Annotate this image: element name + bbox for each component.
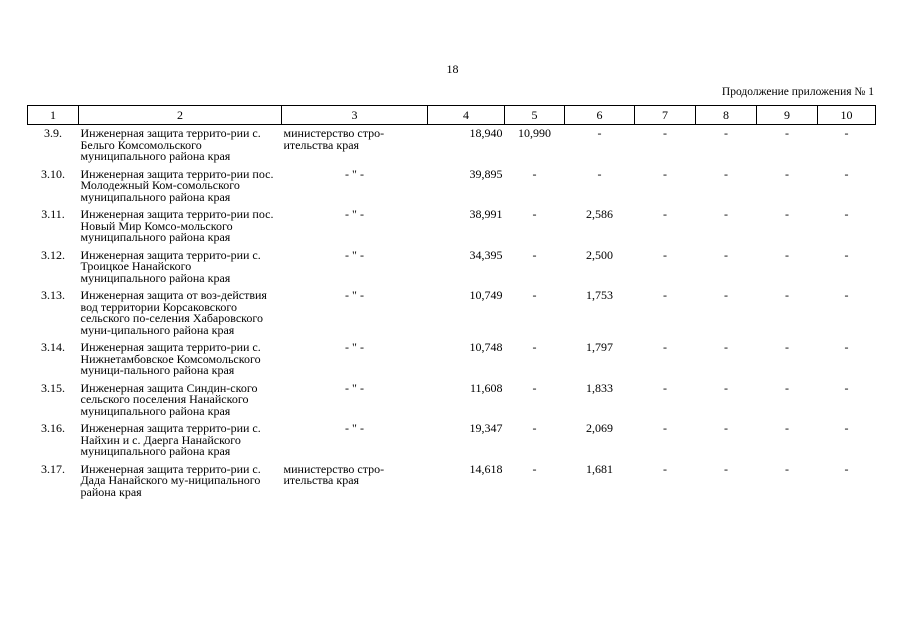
row-name: Инженерная защита от воз-действия вод территории Корсаковского сельского по-селения Хабаровского муни-ципального района края xyxy=(80,288,267,337)
row-number: 3.11. xyxy=(41,207,65,221)
column-header: 8 xyxy=(696,106,757,125)
row-value-9: - xyxy=(785,166,789,181)
header-row xyxy=(28,106,876,125)
row-value-9: - xyxy=(785,207,789,221)
row-value-4: 38,991 xyxy=(469,207,503,221)
row-value-5: - xyxy=(532,207,537,221)
row-name: Инженерная защита террито-рии с. Нижнетамбовское Комсомольского муници-пального района края xyxy=(80,340,261,377)
column-header: 2 xyxy=(79,106,282,125)
row-value-9: - xyxy=(785,247,789,262)
appendix-table xyxy=(27,105,876,501)
row-value-5: - xyxy=(532,380,537,395)
table-row xyxy=(28,125,876,166)
row-value-7: - xyxy=(663,461,667,476)
row-value-9: - xyxy=(785,126,789,140)
row-ministry: - " - xyxy=(345,421,364,435)
row-value-10: - xyxy=(844,380,849,395)
row-value-4: 14,618 xyxy=(469,461,503,476)
column-header: 6 xyxy=(565,106,635,125)
row-number: 3.12. xyxy=(41,247,65,262)
row-value-6: 2,586 xyxy=(586,207,613,221)
table-row xyxy=(28,339,876,380)
row-value-9: - xyxy=(785,461,789,476)
row-value-10: - xyxy=(844,207,849,221)
row-value-5: - xyxy=(532,461,537,476)
table-row xyxy=(28,166,876,207)
row-value-7: - xyxy=(663,380,667,395)
row-value-4: 19,347 xyxy=(469,421,503,435)
row-value-8: - xyxy=(724,247,728,262)
row-value-7: - xyxy=(663,421,667,435)
row-value-4: 34,395 xyxy=(469,247,503,262)
row-value-4: 18,940 xyxy=(469,126,503,140)
row-value-10: - xyxy=(844,288,849,302)
row-number: 3.17. xyxy=(41,461,65,476)
row-ministry: - " - xyxy=(345,288,364,302)
row-value-10: - xyxy=(844,461,849,476)
appendix-note: Продолжение приложения № 1 xyxy=(721,86,874,98)
row-number: 3.10. xyxy=(41,166,65,181)
row-name: Инженерная защита террито-рии с. Троицкое Нанайского муниципального района края xyxy=(80,247,261,285)
row-name: Инженерная защита террито-рии пос. Молодежный Ком-сомольского муниципального района края xyxy=(80,166,274,204)
row-value-8: - xyxy=(724,288,728,302)
row-value-5: - xyxy=(532,247,537,262)
table-row xyxy=(28,287,876,339)
row-number: 3.14. xyxy=(41,340,65,354)
row-value-6: - xyxy=(597,126,602,140)
row-value-9: - xyxy=(785,340,789,354)
table-row xyxy=(28,206,876,247)
row-value-6: - xyxy=(597,166,602,181)
column-header: 1 xyxy=(28,106,79,125)
row-value-7: - xyxy=(663,247,667,262)
row-value-5: 10,990 xyxy=(518,126,551,140)
row-value-4: 39,895 xyxy=(469,166,503,181)
row-value-8: - xyxy=(724,421,728,435)
row-value-6: 2,500 xyxy=(586,247,613,262)
row-value-8: - xyxy=(724,207,728,221)
row-value-7: - xyxy=(663,126,667,140)
row-number: 3.15. xyxy=(41,380,65,395)
column-header: 9 xyxy=(757,106,818,125)
page-number: 18 xyxy=(446,62,459,76)
column-header: 3 xyxy=(282,106,428,125)
row-value-7: - xyxy=(663,207,667,221)
row-value-8: - xyxy=(724,380,728,395)
row-value-10: - xyxy=(844,340,849,354)
column-header: 10 xyxy=(818,106,876,125)
row-name: Инженерная защита Синдин-ского сельского поселения Нанайского муниципального района края xyxy=(80,380,258,418)
row-ministry: - " - xyxy=(345,166,364,181)
row-value-7: - xyxy=(663,340,667,354)
row-value-6: 1,753 xyxy=(586,288,613,302)
row-value-4: 11,608 xyxy=(469,380,503,395)
row-value-10: - xyxy=(844,421,849,435)
row-value-6: 1,681 xyxy=(586,461,613,476)
table-row xyxy=(28,461,876,502)
row-value-4: 10,749 xyxy=(469,288,503,302)
row-value-8: - xyxy=(724,461,728,476)
row-value-8: - xyxy=(724,166,728,181)
row-value-5: - xyxy=(532,340,537,354)
row-value-5: - xyxy=(532,421,537,435)
row-value-7: - xyxy=(663,288,667,302)
column-header: 7 xyxy=(635,106,696,125)
row-ministry: - " - xyxy=(345,247,364,262)
row-ministry: - " - xyxy=(345,380,364,395)
table-row xyxy=(28,420,876,461)
table-row xyxy=(28,247,876,288)
row-value-5: - xyxy=(532,166,537,181)
row-number: 3.9. xyxy=(44,126,62,140)
row-value-6: 1,833 xyxy=(586,380,613,395)
row-name: Инженерная защита террито-рии с. Найхин и с. Даерга Нанайского муниципального района края xyxy=(80,421,261,458)
row-value-4: 10,748 xyxy=(469,340,503,354)
column-header: 5 xyxy=(505,106,565,125)
row-value-6: 1,797 xyxy=(586,340,613,354)
row-value-5: - xyxy=(532,288,537,302)
row-name: Инженерная защита террито-рии с. Дада Нанайского му-ниципального района края xyxy=(80,461,261,499)
row-value-9: - xyxy=(785,421,789,435)
row-ministry: министерство стро-ительства края xyxy=(283,126,385,152)
row-number: 3.13. xyxy=(41,288,65,302)
row-value-10: - xyxy=(844,126,849,140)
row-value-7: - xyxy=(663,166,667,181)
row-ministry: - " - xyxy=(345,207,364,221)
row-value-9: - xyxy=(785,288,789,302)
column-header: 4 xyxy=(428,106,505,125)
row-value-9: - xyxy=(785,380,789,395)
row-name: Инженерная защита террито-рии пос. Новый Мир Комсо-мольского муниципального района края xyxy=(80,207,274,244)
row-value-10: - xyxy=(844,247,849,262)
row-value-8: - xyxy=(724,340,728,354)
row-number: 3.16. xyxy=(41,421,65,435)
row-ministry: - " - xyxy=(345,340,364,354)
row-name: Инженерная защита террито-рии с. Бельго Комсомольского муниципального района края xyxy=(80,126,261,163)
table-row xyxy=(28,380,876,421)
row-value-10: - xyxy=(844,166,849,181)
row-value-6: 2,069 xyxy=(586,421,613,435)
row-ministry: министерство стро-ительства края xyxy=(283,461,385,487)
row-value-8: - xyxy=(724,126,728,140)
